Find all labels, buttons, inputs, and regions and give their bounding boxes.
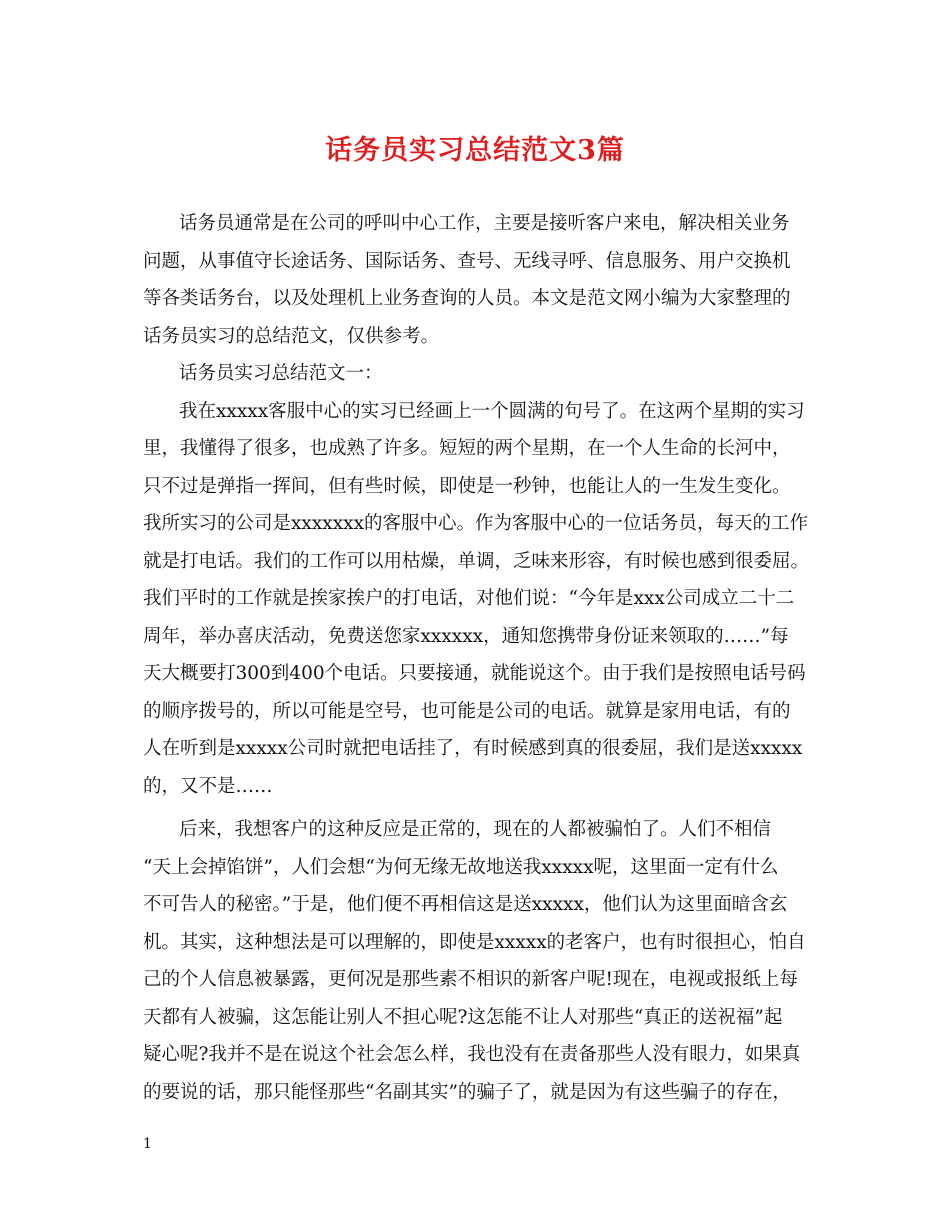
text-line: 我在xxxxx客服中心的实习已经画上一个圆满的句号了。在这两个星期的实习 bbox=[179, 400, 805, 422]
text-line: 的，又不是…… bbox=[143, 775, 273, 797]
text-line: 机。其实，这种想法是可以理解的，即使是xxxxx的老客户，也有时很担心，怕自 bbox=[143, 931, 806, 953]
text-line: 就是打电话。我们的工作可以用枯燥，单调，乏味来形容，有时候也感到很委屈。 bbox=[143, 550, 810, 572]
text-line: 后来，我想客户的这种反应是正常的，现在的人都被骗怕了。人们不相信 bbox=[179, 819, 772, 840]
text-line: 不可告人的秘密。”于是，他们便不再相信这是送xxxxx，他们认为这里面暗含玄 bbox=[143, 894, 788, 915]
text-line: 里，我懂得了很多，也成熟了许多。短短的两个星期，在一个人生命的长河中， bbox=[143, 438, 791, 459]
text-line: 话务员实习总结范文一： bbox=[179, 363, 383, 384]
text-line: 人在听到是xxxxx公司时就把电话挂了，有时候感到真的很委屈，我们是送xxxxx bbox=[143, 738, 803, 759]
text-line: 等各类话务台，以及处理机上业务查询的人员。本文是范文网小编为大家整理的 bbox=[143, 288, 791, 309]
text-line: 话务员实习的总结范文，仅供参考。 bbox=[143, 325, 440, 347]
document-title: 话务员实习总结范文3篇 bbox=[325, 135, 625, 166]
text-line: “天上会掉馅饼”，人们会想“为何无缘无故地送我xxxxx呢，这里面一定有什么 bbox=[143, 856, 779, 878]
text-line: 周年，举办喜庆活动，免费送您家xxxxxx，通知您携带身份证来领取的……”每 bbox=[143, 625, 789, 647]
text-line: 天都有人被骗，这怎能让别人不担心呢?这怎能不让人对那些“真正的送祝福”起 bbox=[143, 1006, 783, 1028]
paragraph-intro bbox=[143, 205, 815, 355]
paragraph-body-2 bbox=[143, 811, 815, 1111]
text-line: 话务员通常是在公司的呼叫中心工作，主要是接听客户来电，解决相关业务 bbox=[179, 213, 790, 234]
page-number: 1 bbox=[143, 1136, 152, 1152]
paragraph-body-1 bbox=[143, 393, 815, 806]
text-line: 己的个人信息被暴露，更何况是那些素不相识的新客户呢!现在，电视或报纸上每 bbox=[143, 969, 798, 990]
document-body bbox=[143, 205, 815, 1111]
text-line: 的顺序拨号的，所以可能是空号，也可能是公司的电话。就算是家用电话，有的 bbox=[143, 700, 791, 722]
section-heading bbox=[143, 355, 815, 393]
text-line: 只不过是弹指一挥间，但有些时候，即使是一秒钟，也能让人的一生发生变化。 bbox=[143, 475, 791, 497]
text-line: 我所实习的公司是xxxxxxx的客服中心。作为客服中心的一位话务员，每天的工作 bbox=[143, 513, 809, 534]
text-line: 天大概要打300到400个电话。只要接通，就能说这个。由于我们是按照电话号码 bbox=[143, 663, 806, 684]
text-line: 疑心呢?我并不是在说这个社会怎么样，我也没有在责备那些人没有眼力，如果真 bbox=[143, 1044, 801, 1065]
text-line: 问题，从事值守长途话务、国际话务、查号、无线寻呼、信息服务、用户交换机 bbox=[143, 250, 791, 272]
text-line: 的要说的话，那只能怪那些“名副其实”的骗子了，就是因为有这些骗子的存在， bbox=[143, 1081, 791, 1103]
text-line: 我们平时的工作就是挨家挨户的打电话，对他们说：“今年是xxx公司成立二十二 bbox=[143, 588, 795, 609]
